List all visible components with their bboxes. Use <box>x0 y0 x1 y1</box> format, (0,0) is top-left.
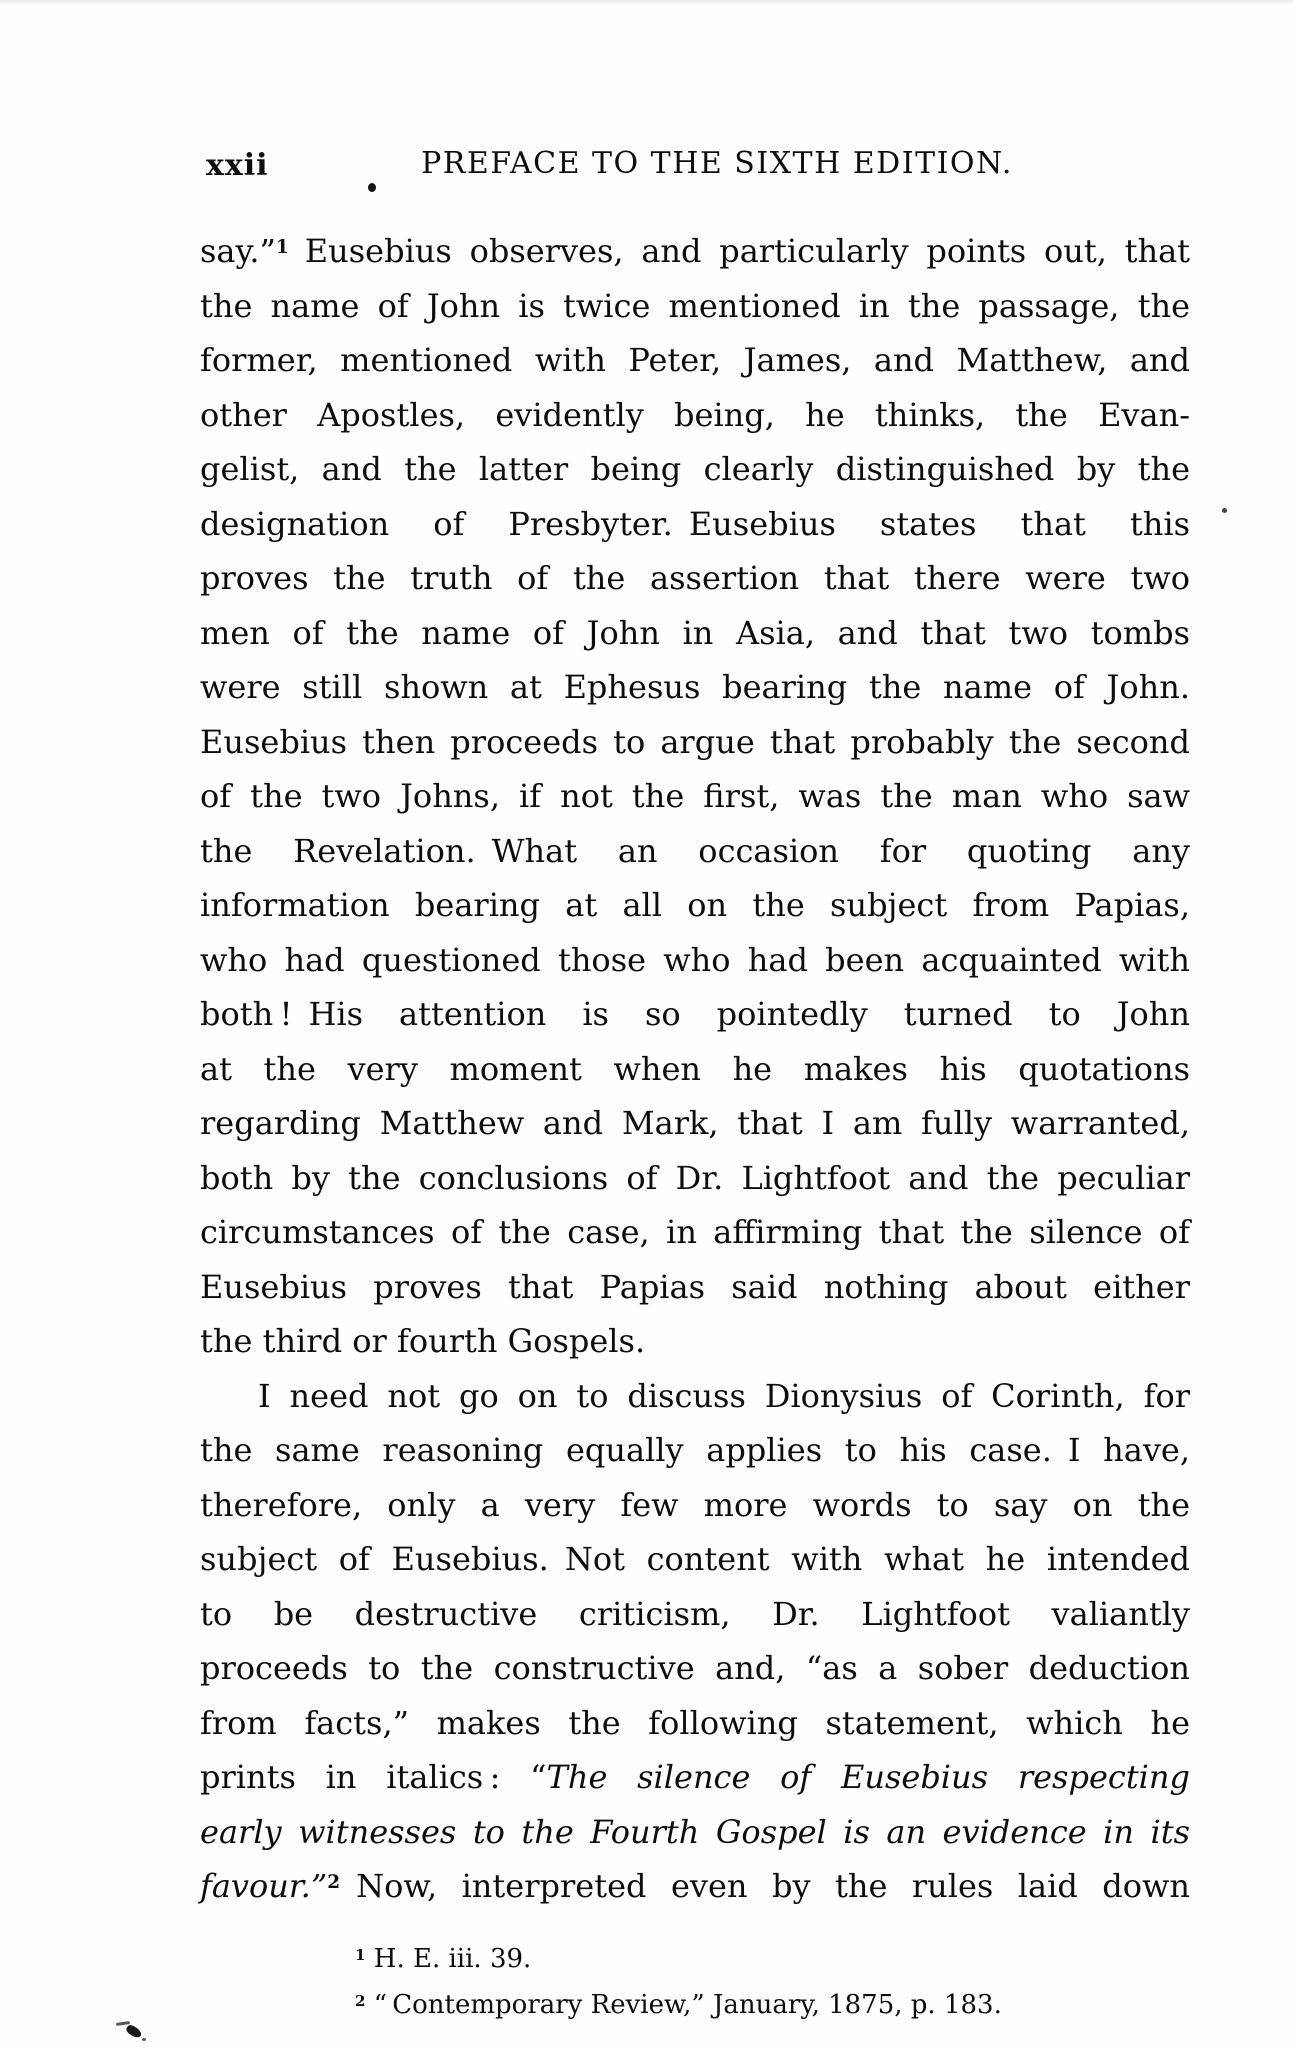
text-line <box>200 1260 1190 1315</box>
text-line <box>200 1805 1190 1860</box>
text-segment: both by the conclusions of Dr. Lightfoot and the peculiar <box>200 1158 1190 1197</box>
text-line <box>200 551 1190 606</box>
text-line <box>200 824 1190 879</box>
body-text <box>200 224 1190 1914</box>
text-line <box>200 1641 1190 1696</box>
ink-smudge <box>125 2023 143 2039</box>
footnote <box>355 1982 1195 2028</box>
text-line <box>200 769 1190 824</box>
ink-speck-margin <box>1222 508 1227 513</box>
footnote-reference: 1 <box>275 237 289 259</box>
text-segment: prints in italics : “ <box>200 1758 547 1796</box>
text-line <box>200 987 1190 1042</box>
text-line <box>200 1750 1190 1805</box>
text-line <box>200 1587 1190 1642</box>
text-line <box>200 1859 1190 1914</box>
text-line <box>200 497 1190 552</box>
text-line <box>200 1696 1190 1751</box>
text-line <box>200 442 1190 497</box>
footnote-reference: 2 <box>327 1872 341 1894</box>
text-line <box>200 660 1190 715</box>
text-segment: Eusebius proves that Papias said nothing about either <box>200 1267 1190 1306</box>
text-segment: the same reasoning equally applies to his case. I have, <box>200 1431 1190 1469</box>
text-line <box>200 1532 1190 1587</box>
text-segment: the third or fourth Gospels. <box>200 1322 646 1360</box>
text-line <box>200 933 1190 988</box>
ink-smudge <box>142 2038 146 2041</box>
text-line <box>200 224 1190 279</box>
text-line <box>200 1423 1190 1478</box>
text-line <box>200 715 1190 770</box>
text-segment: Now, interpreted even by the rules laid down <box>340 1867 1190 1905</box>
text-segment: I need not go on to discuss Dionysius of Corinth, for <box>258 1376 1190 1415</box>
footnote-reference: 1 <box>355 1945 366 1964</box>
text-segment: proves the truth of the assertion that there were two <box>200 559 1190 597</box>
text-line <box>200 1205 1190 1260</box>
text-segment: the name of John is twice mentioned in the passage, the <box>200 286 1190 325</box>
text-segment: proceeds to the constructive and, “as a sober deduction <box>200 1649 1190 1687</box>
text-segment: both ! His attention is so pointedly turned to John <box>200 995 1190 1033</box>
text-segment: at the very moment when he makes his quotations <box>200 1049 1190 1088</box>
text-segment: therefore, only a very few more words to say on the <box>200 1485 1190 1524</box>
text-line <box>200 1369 1190 1424</box>
text-segment: Eusebius observes, and particularly points out, that <box>288 232 1190 270</box>
text-segment: Eusebius then proceeds to argue that probably the second <box>200 722 1190 761</box>
text-segment: who had questioned those who had been acquainted with <box>200 940 1190 979</box>
text-segment: say.” <box>200 232 276 270</box>
text-segment: designation of Presbyter. Eusebius states that this <box>200 504 1190 543</box>
text-segment: were still shown at Ephesus bearing the name of John. <box>200 668 1190 706</box>
text-segment: circumstances of the case, in affirming that the silence of <box>200 1213 1190 1251</box>
text-line <box>200 279 1190 334</box>
text-segment: subject of Eusebius. Not content with what he intended <box>200 1540 1190 1578</box>
text-line <box>200 878 1190 933</box>
text-line <box>200 1042 1190 1097</box>
text-segment: early witnesses to the Fourth Gospel is an evidence in its <box>200 1812 1190 1851</box>
scan-edge-shadow <box>0 0 1293 5</box>
text-segment: H. E. iii. 39. <box>365 1944 532 1974</box>
text-segment: the Revelation. What an occasion for quoting any <box>200 831 1190 870</box>
text-line <box>200 1314 1190 1369</box>
text-segment: of the two Johns, if not the first, was the man who saw <box>200 777 1190 815</box>
footnotes <box>355 1936 1195 2028</box>
text-segment: information bearing at all on the subject from Papias, <box>200 886 1190 924</box>
text-line <box>200 388 1190 443</box>
text-line <box>200 1478 1190 1533</box>
text-line <box>200 1096 1190 1151</box>
text-segment: “ Contemporary Review,” January, 1875, p. 183. <box>365 1990 1002 2020</box>
text-segment: favour.” <box>200 1867 328 1905</box>
running-title: PREFACE TO THE SIXTH EDITION. <box>421 146 1013 181</box>
text-segment: The silence of Eusebius respecting <box>546 1758 1191 1796</box>
footnote-reference: 2 <box>355 1991 366 2010</box>
text-segment: to be destructive criticism, Dr. Lightfoot valiantly <box>200 1594 1190 1633</box>
text-segment: other Apostles, evidently being, he thinks, the Evan- <box>200 395 1190 434</box>
text-segment: regarding Matthew and Mark, that I am fully warranted, <box>200 1104 1190 1142</box>
page-header <box>200 146 1190 190</box>
text-segment: from facts,” makes the following statement, which he <box>200 1703 1190 1742</box>
ink-speck-header <box>368 183 376 192</box>
text-segment: former, mentioned with Peter, James, and Matthew, and <box>200 341 1190 379</box>
text-segment: men of the name of John in Asia, and that two tombs <box>200 613 1190 652</box>
text-line <box>200 333 1190 388</box>
page-number: xxii <box>206 148 269 183</box>
text-line <box>200 1151 1190 1206</box>
text-segment: gelist, and the latter being clearly distinguished by the <box>200 450 1190 488</box>
text-line <box>200 606 1190 661</box>
footnote <box>355 1936 1195 1982</box>
